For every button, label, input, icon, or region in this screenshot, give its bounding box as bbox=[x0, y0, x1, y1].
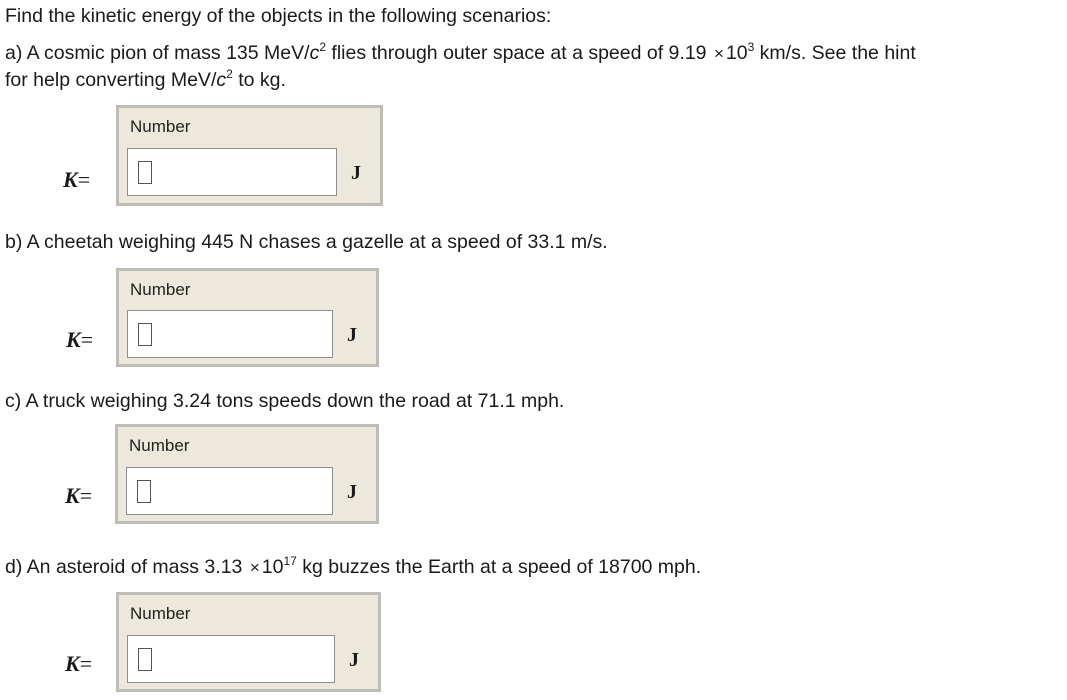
text-cursor-icon bbox=[138, 161, 152, 184]
answer-input-b[interactable] bbox=[127, 310, 333, 358]
k-equals-label-c: K= bbox=[65, 483, 93, 508]
unit-label: J bbox=[347, 324, 357, 346]
unit-label: J bbox=[349, 649, 359, 671]
question-b-text: b) A cheetah weighing 445 N chases a gazelle at a speed of 33.1 m/s. bbox=[5, 231, 608, 253]
answer-input-c[interactable] bbox=[126, 467, 333, 515]
text-cursor-icon bbox=[138, 648, 152, 671]
unit-label: J bbox=[351, 162, 361, 184]
number-label: Number bbox=[129, 436, 190, 455]
text-cursor-icon bbox=[137, 480, 151, 503]
answer-input-d[interactable] bbox=[127, 635, 335, 683]
text-cursor-icon bbox=[138, 323, 152, 346]
question-a-text: a) A cosmic pion of mass 135 MeV/$c^2$ flies through outer space at a speed of $9.19 \times 10^3$ km/s. See the hint for help converting MeV/$c^2$ to kg. bbox=[5, 39, 916, 91]
number-label: Number bbox=[130, 604, 191, 623]
number-label: Number bbox=[130, 280, 191, 299]
question-d-text: d) An asteroid of mass $3.13 \times 10^{17}$ kg buzzes the Earth at a speed of 18700 mph. bbox=[5, 553, 702, 578]
answer-box-d bbox=[116, 592, 381, 692]
instructions-text: Find the kinetic energy of the objects in the following scenarios: bbox=[5, 5, 552, 27]
k-equals-label-a: K= bbox=[63, 167, 91, 192]
k-equals-label-d: K= bbox=[65, 651, 93, 676]
question-c-text: c) A truck weighing 3.24 tons speeds down the road at 71.1 mph. bbox=[5, 390, 565, 412]
answer-input-a[interactable] bbox=[127, 148, 337, 196]
answer-box-a bbox=[116, 105, 383, 206]
answer-box-b bbox=[116, 268, 379, 367]
k-equals-label-b: K= bbox=[66, 327, 94, 352]
answer-box-c bbox=[115, 424, 379, 524]
number-label: Number bbox=[130, 117, 191, 136]
unit-label: J bbox=[347, 481, 357, 503]
